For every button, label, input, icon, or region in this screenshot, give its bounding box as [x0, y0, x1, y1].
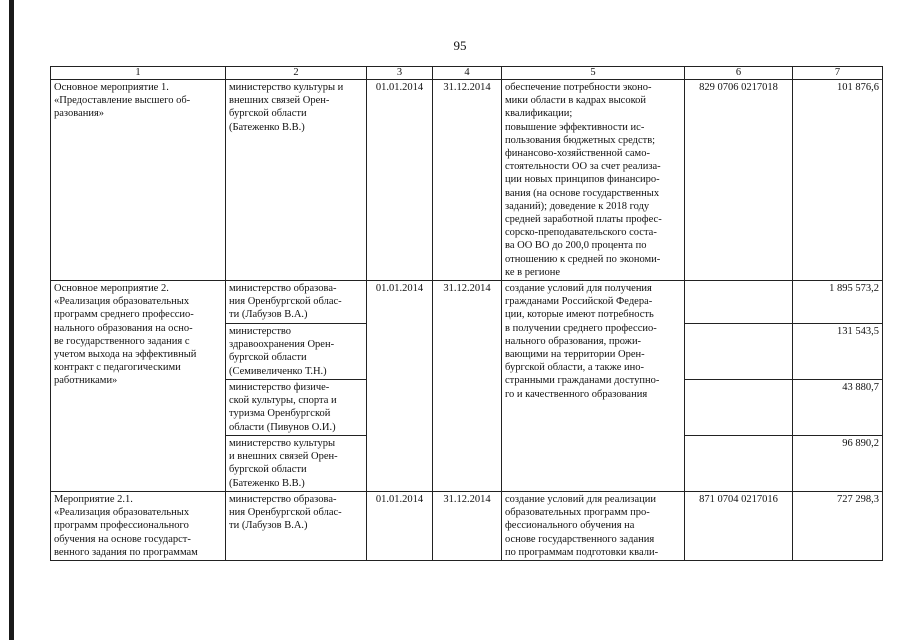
budget-code-cell: 829 0706 0217018	[685, 80, 793, 281]
end-date-cell: 31.12.2014	[433, 492, 502, 561]
table-row	[51, 281, 883, 324]
budget-code-cell	[685, 324, 793, 380]
budget-code-cell: 871 0704 0217016	[685, 492, 793, 561]
amount-cell: 96 890,2	[793, 436, 883, 492]
executor-cell: министерство образова- ния Оренбургской облас- ти (Лабузов В.А.)	[226, 492, 367, 561]
end-date-cell: 31.12.2014	[433, 80, 502, 281]
executor-cell: министерство культуры и внешних связей Орен- бургской области (Батеженко В.В.)	[226, 80, 367, 281]
program-measures-table	[50, 66, 883, 561]
result-cell: создание условий для получения гражданами Российской Федера- ции, которые имеют потребность в получении среднего профессио- нального образования, прожи- вающими на территории Орен- бургской области, а также ино- странными гражданами доступно- го и качественного образования	[502, 281, 685, 492]
column-header: 6	[685, 67, 793, 80]
budget-code-cell	[685, 436, 793, 492]
start-date-cell: 01.01.2014	[367, 80, 433, 281]
page-binding-edge	[9, 0, 14, 640]
column-header: 7	[793, 67, 883, 80]
table-row	[51, 80, 883, 281]
amount-cell: 43 880,7	[793, 380, 883, 436]
executor-cell: министерство образова- ния Оренбургской облас- ти (Лабузов В.А.)	[226, 281, 367, 324]
column-header: 4	[433, 67, 502, 80]
executor-cell: министерство культуры и внешних связей Орен- бургской области (Батеженко В.В.)	[226, 436, 367, 492]
column-header: 3	[367, 67, 433, 80]
start-date-cell: 01.01.2014	[367, 281, 433, 492]
start-date-cell: 01.01.2014	[367, 492, 433, 561]
executor-cell: министерство здравоохранения Орен- бургской области (Семивеличенко Т.Н.)	[226, 324, 367, 380]
column-header: 5	[502, 67, 685, 80]
measure-cell: Основное мероприятие 2. «Реализация образовательных программ среднего профессио- нального образования на осно- ве государственного задания с учетом выхода на эффективный контракт с педагогическими работниками»	[51, 281, 226, 492]
result-cell: создание условий для реализации образовательных программ про- фессионального обучения на основе государственного задания по программам подготовки квали-	[502, 492, 685, 561]
executor-cell: министерство физиче- ской культуры, спорта и туризма Оренбургской области (Пивунов О.И.)	[226, 380, 367, 436]
budget-code-cell	[685, 380, 793, 436]
column-header: 1	[51, 67, 226, 80]
column-header: 2	[226, 67, 367, 80]
table-row	[51, 492, 883, 561]
measure-cell: Основное мероприятие 1. «Предоставление высшего об- разования»	[51, 80, 226, 281]
result-cell: обеспечение потребности эконо- мики области в кадрах высокой квалификации; повышение эффективности ис- пользования бюджетных средств; финансово-хозяйственной само- стоятельности ОО за счет реализа- ции новых принципов финансиро- вания (на основе государственных заданий); доведение к 2018 году средней заработной платы профес- сорско-преподавательского соста- ва ОО ВО до 200,0 процента по отношению к средней по экономи- ке в регионе	[502, 80, 685, 281]
measure-cell: Мероприятие 2.1. «Реализация образовательных программ профессионального обучения на основе государст- венного задания по программам	[51, 492, 226, 561]
amount-cell: 727 298,3	[793, 492, 883, 561]
end-date-cell: 31.12.2014	[433, 281, 502, 492]
table-header-row	[51, 67, 883, 80]
amount-cell: 1 895 573,2	[793, 281, 883, 324]
page-number: 95	[453, 38, 467, 53]
amount-cell: 101 876,6	[793, 80, 883, 281]
amount-cell: 131 543,5	[793, 324, 883, 380]
budget-code-cell	[685, 281, 793, 324]
